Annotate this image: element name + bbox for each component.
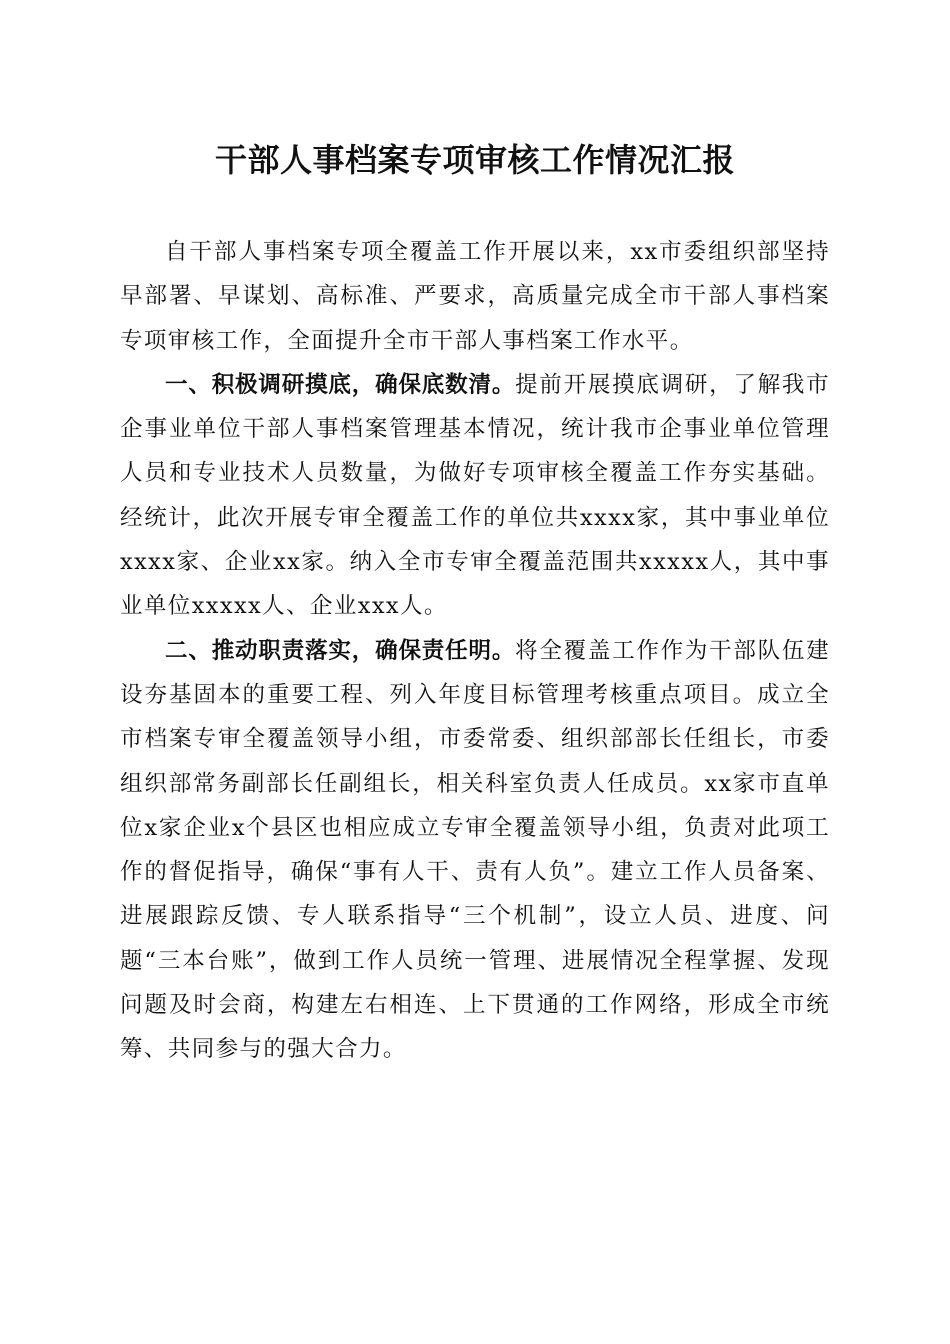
section-2-heading: 二、推动职责落实，确保责任明。 <box>165 637 516 664</box>
paragraph-section-2 <box>120 629 830 1072</box>
section-1-heading: 一、积极调研摸底，确保底数清。 <box>165 371 516 398</box>
document-title: 干部人事档案专项审核工作情况汇报 <box>214 141 735 179</box>
section-2-text: 将全覆盖工作作为干部队伍建设夯基固本的重要工程、列入年度目标管理考核重点项目。成立全市档案专审全覆盖领导小组，市委常委、组织部部长任组长，市委组织部常务副部长任副组长，相关科室负责人任成员。xx家市直单位x家企业x个县区也相应成立专审全覆盖领导小组，负责对此项工作的督促指导，确保“事有人干、责有人负”。建立工作人员备案、进展跟踪反馈、专人联系指导“三个机制”，设立人员、进度、问题“三本台账”，做到工作人员统一管理、进展情况全程掌握、发现问题及时会商，构建左右相连、上下贯通的工作网络，形成全市统筹、共同参与的强大合力。 <box>120 637 830 1063</box>
paragraph-section-1 <box>120 363 830 629</box>
paragraph-intro-text: 自干部人事档案专项全覆盖工作开展以来，xx市委组织部坚持早部署、早谋划、高标准、严要求，高质量完成全市干部人事档案专项审核工作，全面提升全市干部人事档案工作水平。 <box>120 239 830 354</box>
section-1-text: 提前开展摸底调研，了解我市企事业单位干部人事档案管理基本情况，统计我市企事业单位管理人员和专业技术人员数量，为做好专项审核全覆盖工作夯实基础。经统计，此次开展专审全覆盖工作的单位共xxxx家，其中事业单位xxxx家、企业xx家。纳入全市专审全覆盖范围共xxxxx人，其中事业单位xxxxx人、企业xxx人。 <box>120 371 830 620</box>
document-body <box>120 230 830 1072</box>
paragraph-intro <box>120 230 830 363</box>
